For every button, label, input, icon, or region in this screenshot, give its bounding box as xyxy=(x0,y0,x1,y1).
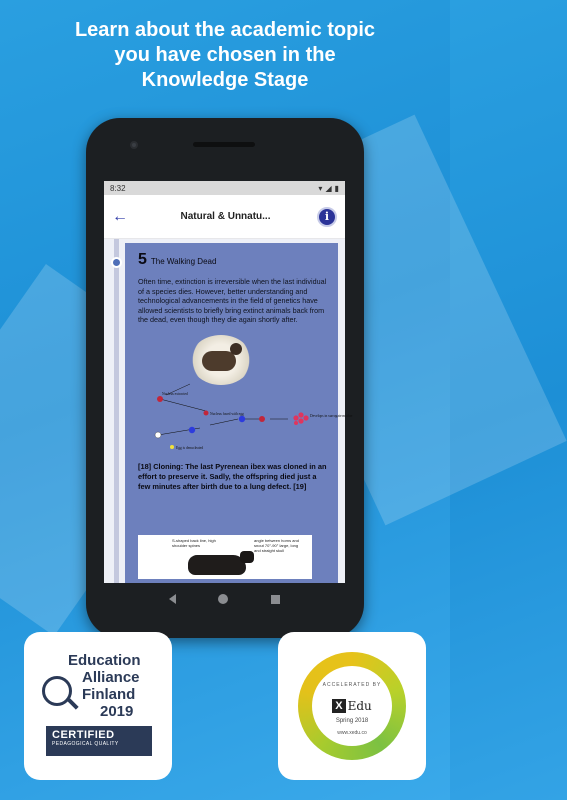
lesson-content[interactable] xyxy=(104,239,353,583)
badge-line: Education xyxy=(68,652,141,669)
arrow-left-icon: ← xyxy=(112,207,128,225)
education-alliance-badge xyxy=(24,632,172,780)
nav-recents-icon[interactable] xyxy=(271,595,280,604)
phone-speaker xyxy=(193,142,255,147)
back-button[interactable] xyxy=(112,208,134,226)
badge-year: 2019 xyxy=(100,703,134,720)
nav-back-icon[interactable] xyxy=(169,594,176,604)
lesson-card xyxy=(125,243,353,583)
badge-line: Finland xyxy=(82,686,136,703)
photo-caption-left: S-shaped back line, high shoulder spines xyxy=(172,538,216,548)
magnifier-handle xyxy=(67,698,78,709)
headline-line: Learn about the academic topic xyxy=(74,19,376,41)
badge-line: Alliance xyxy=(82,669,140,686)
step-title: The Walking Dead xyxy=(150,257,217,266)
status-icons xyxy=(318,184,339,193)
diagram-label-fused: Nucleus fused with egg xyxy=(210,411,244,416)
cloning-diagram xyxy=(138,381,353,459)
embryo-cluster xyxy=(293,412,308,425)
bull-head xyxy=(240,551,254,563)
bull-body xyxy=(188,555,246,575)
diagram-label-egg: Egg is denucleated xyxy=(176,445,204,450)
app-bar xyxy=(104,195,345,239)
xedu-logo xyxy=(322,697,382,715)
xedu-url: www.xedu.co xyxy=(337,730,367,736)
certified-label xyxy=(46,726,152,756)
status-time: 8:32 xyxy=(110,183,126,193)
timeline-marker xyxy=(111,257,122,268)
xedu-badge xyxy=(278,632,426,780)
aurochs-photo xyxy=(138,535,312,579)
ibex-head xyxy=(230,343,242,355)
signal-icon: ◢ xyxy=(325,183,332,193)
nav-home-icon[interactable] xyxy=(218,594,228,604)
headline-line: you have chosen in the xyxy=(114,44,336,66)
photo-caption-right: angle between horns and snout 70°-90° large, long and straight skull xyxy=(254,538,299,553)
timeline-track xyxy=(114,239,119,583)
xedu-season: Spring 2018 xyxy=(335,718,369,724)
info-button[interactable]: i xyxy=(317,207,337,227)
ibex-body xyxy=(202,351,236,371)
xedu-x: X xyxy=(332,699,345,713)
step-number: 5 xyxy=(138,251,147,268)
android-nav-bar xyxy=(104,584,345,614)
status-bar xyxy=(104,181,345,195)
quality-text: PEDAGOGICAL QUALITY xyxy=(52,741,119,747)
app-screen xyxy=(104,181,353,583)
diagram-label-nucleus: Nucleus extracted xyxy=(162,391,188,396)
page-title: Natural & Unnatu... xyxy=(180,211,271,222)
cloning-figure xyxy=(138,335,353,460)
battery-icon: ▮ xyxy=(334,183,339,193)
headline-line: Knowledge Stage xyxy=(141,69,309,91)
xedu-word: Edu xyxy=(347,699,372,713)
accelerated-text: ACCELERATED BY xyxy=(322,682,382,688)
caption-paragraph: [18] Cloning: The last Pyrenean ibex was cloned in an effort to preserve it. Sadly, the offspring died just a few minutes after birth due to a lung defect. [19] xyxy=(138,461,327,491)
phone-camera xyxy=(130,141,138,149)
card-header xyxy=(138,251,328,269)
certified-text: CERTIFIED xyxy=(52,729,115,741)
wifi-icon: ▾ xyxy=(318,183,323,193)
promo-headline xyxy=(20,18,430,93)
diagram-label-develops: Develops in surrogate mother xyxy=(310,413,353,418)
lesson-paragraph: Often time, extinction is irreversible when the last individual of a species dies. However, better understanding and technological advancements in the field of genetics have allowed scientists to briefly bring extinct animals back from the dead, even though they die again shortly after. xyxy=(138,277,327,325)
